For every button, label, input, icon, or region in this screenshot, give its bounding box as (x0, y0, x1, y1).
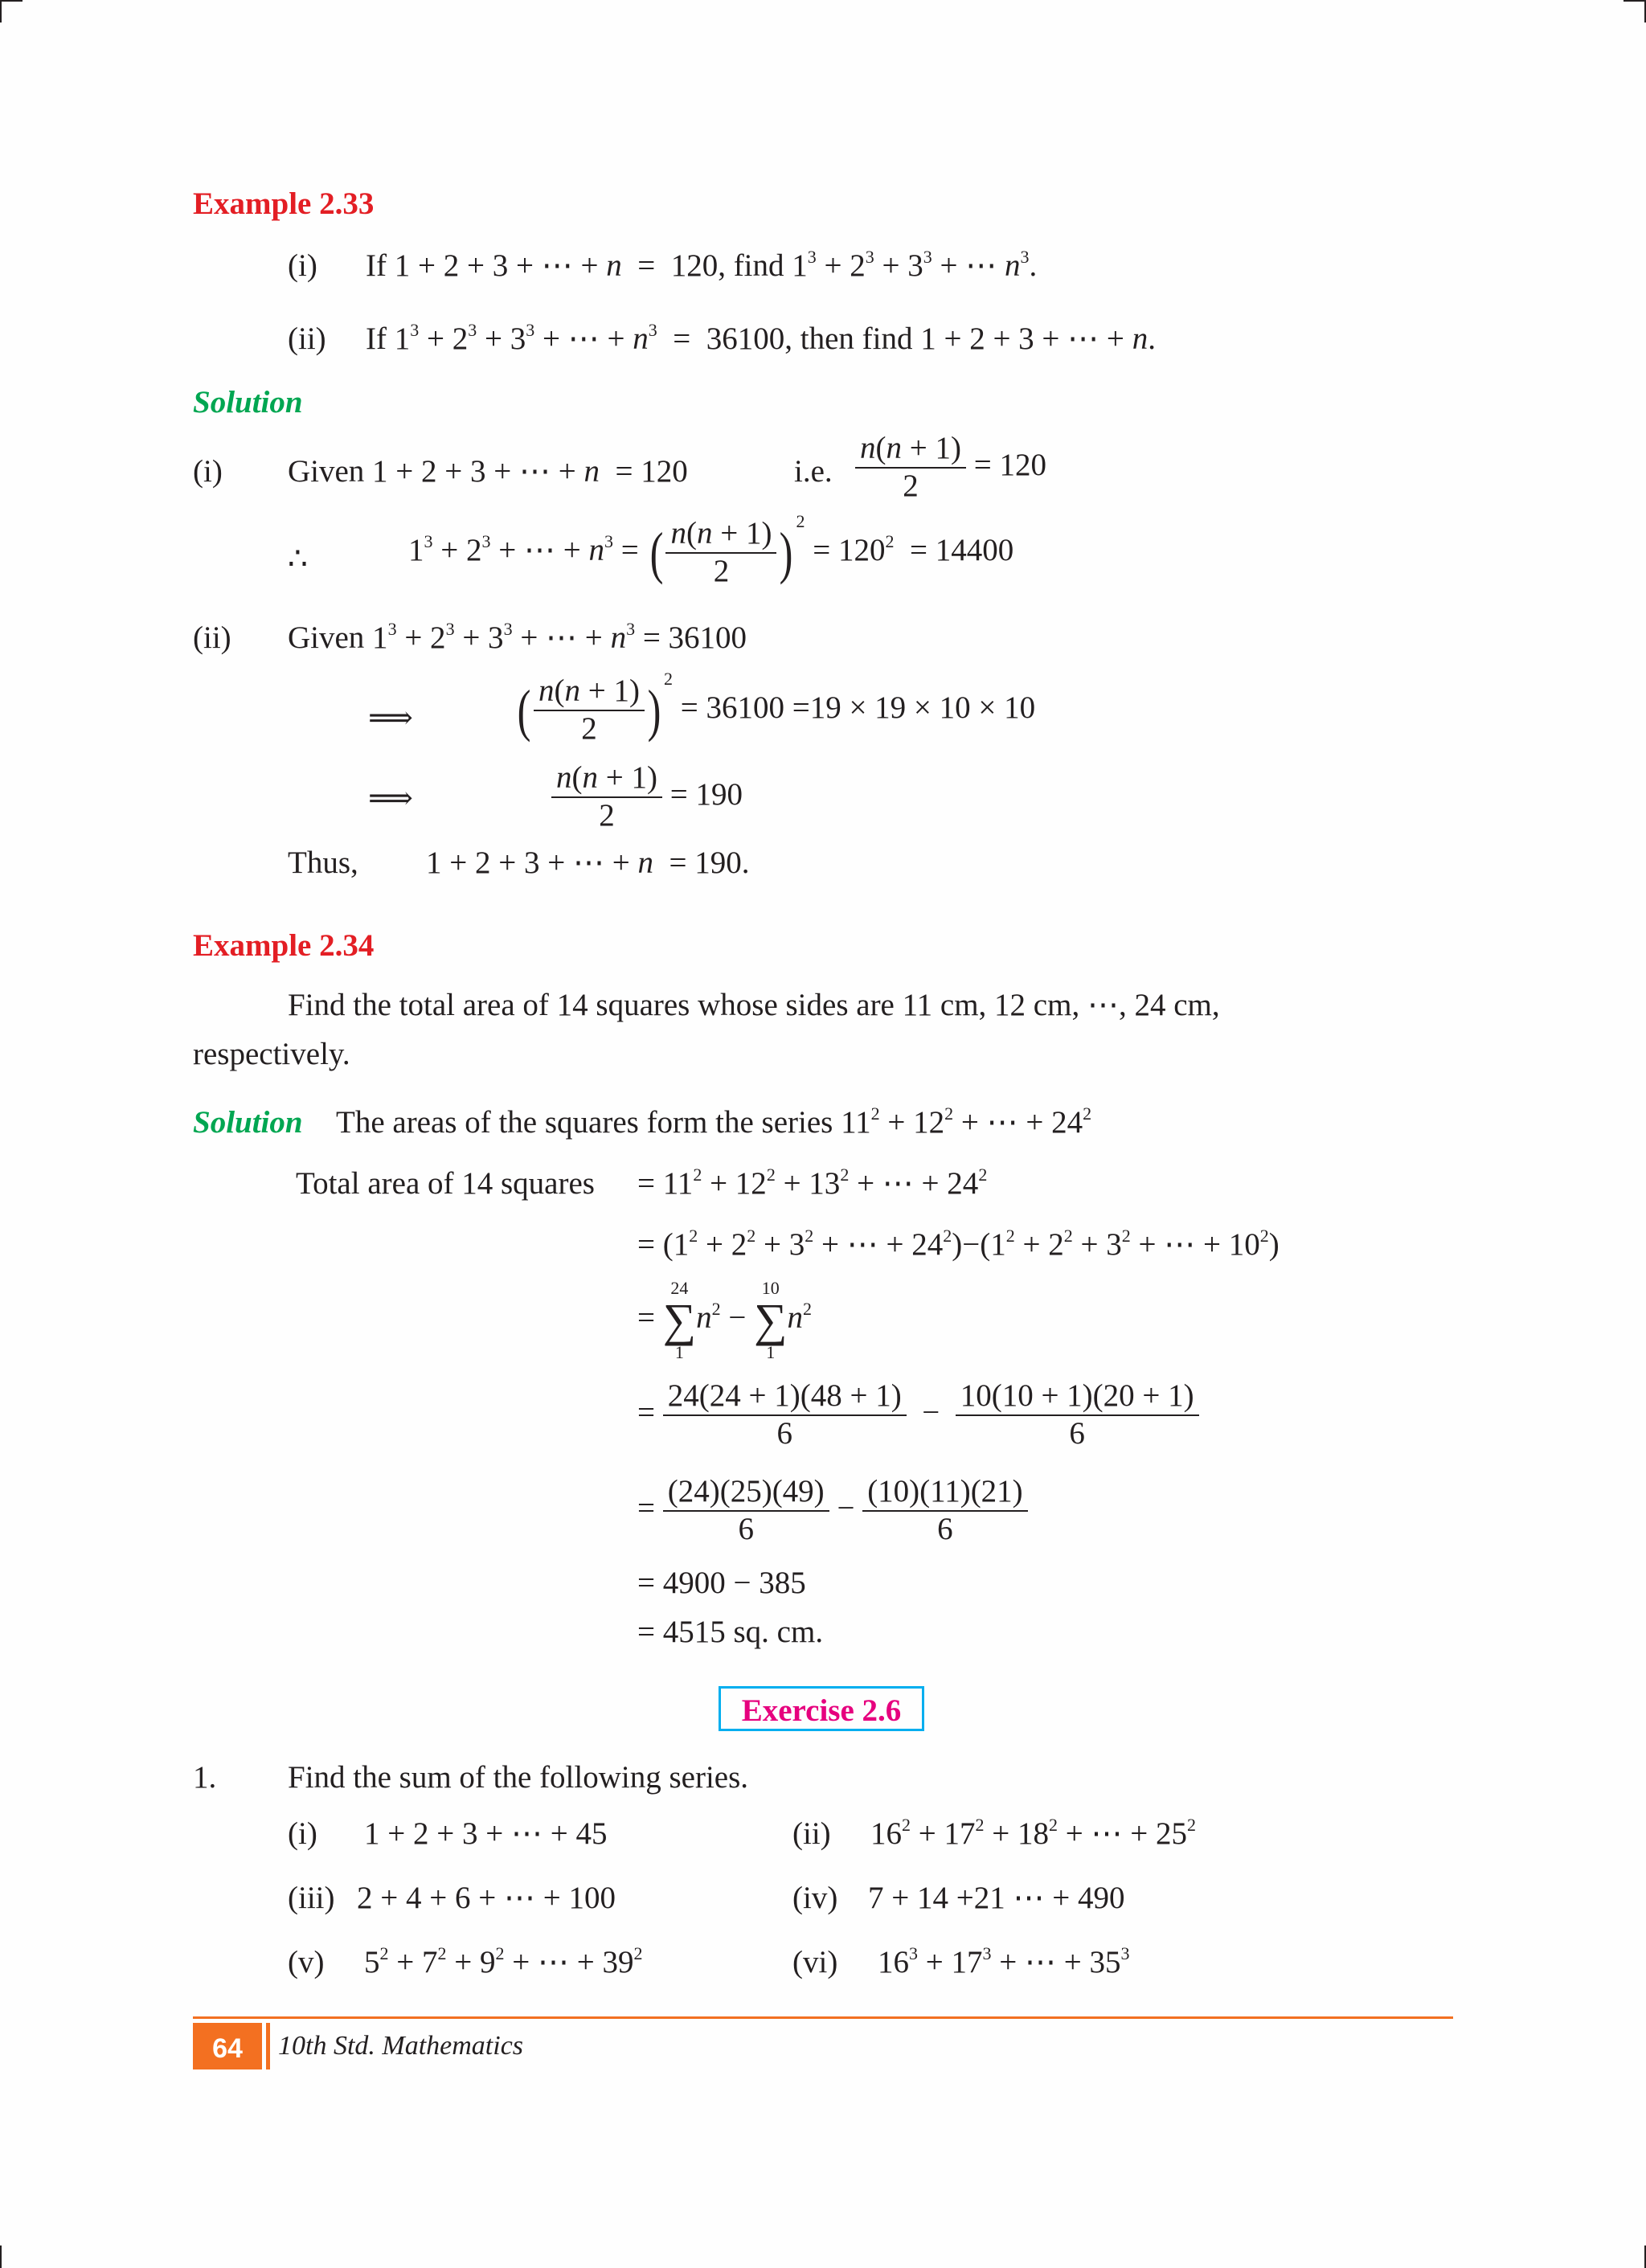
exercise-title: Exercise 2.6 (741, 1693, 902, 1728)
solution-i-label: (i) (193, 454, 223, 489)
page-number-bar (266, 2023, 270, 2069)
total-area-label: Total area of 14 squares (296, 1166, 595, 1201)
crop-mark-bottom-left (0, 2245, 2, 2268)
solution-i-ie: i.e. (794, 454, 833, 489)
exercise-item-ii: $16^2 + 17^2 + 18^2$ + ⋯ + $25^2$ (870, 1815, 1196, 1851)
solution-i-sum-of-cubes: $1^3 + 2^3$ + ⋯ + $n^3$ = ( $\frac{n(n + 1)}{2}$ ) $^2 = 120^2 = 14400$ (408, 511, 1014, 588)
exercise-item-v: $5^2 + 7^2 + 9^2$ + ⋯ + $39^2$ (364, 1943, 643, 1979)
exercise-item-iii-label: (iii) (288, 1881, 335, 1915)
book-title: 10th Std. Mathematics (278, 2031, 524, 2061)
exercise-item-iii: 2 + 4 + 6 + ⋯ + 100 (357, 1881, 616, 1915)
crop-mark-top-right (1623, 0, 1646, 2)
page-number: 64 (212, 2033, 243, 2064)
total-area-line-4: = $\frac{24(24 + 1)(48 + 1)}{6}$ − $\frac{10(10 + 1)(20 + 1)}{6}$ (637, 1378, 1199, 1452)
example-2-33-part-i-question: If 1 + 2 + 3 + ⋯ + n = 120, find $1^3 + 2^3 + 3^3$ + ⋯ $n^3$. (366, 247, 1038, 283)
exercise-item-vi-label: (vi) (792, 1945, 838, 1979)
example-2-34-text-1: Find the total area of 14 squares whose sides are 11 cm, 12 cm, ⋯, 24 cm, (288, 988, 1220, 1022)
example-2-33-title: Example 2.33 (193, 186, 375, 221)
total-area-line-6: = 4900 − 385 (637, 1566, 806, 1600)
crop-mark-top-left (0, 0, 23, 2)
exercise-item-iv: 7 + 14 +21 ⋯ + 490 (868, 1881, 1125, 1915)
solution-ii-step-2: $\frac{n(n + 1)}{2}$ = 190 (551, 760, 743, 834)
example-2-33-part-i-label: (i) (288, 248, 317, 283)
example-2-34-solution-text: The areas of the squares form the series $11^2 + 12^2$ + ⋯ + $24^2$ (336, 1103, 1092, 1140)
exercise-item-iv-label: (iv) (792, 1881, 838, 1915)
solution-ii-step-1: ( $\frac{n(n + 1)}{2}$ ) $^2$ = 36100 =19 × 19 × 10 × 10 (517, 669, 1036, 746)
solution-ii-label: (ii) (193, 620, 231, 655)
crop-mark-top-left-v (0, 0, 2, 23)
exercise-item-v-label: (v) (288, 1945, 325, 1979)
solution-text: The areas of the squares form the series (336, 1105, 833, 1140)
exercise-item-vi: $16^3 + 17^3$ + ⋯ + $35^3$ (878, 1943, 1130, 1979)
solution-ii-given: Given $1^3 + 2^3 + 3^3$ + ⋯ + $n^3 = 36100$ (288, 619, 747, 655)
total-area-line-2: = ($1^2 + 2^2 + 3^2$ + ⋯ + $24^2)-(1^2 + 2^2 + 3^2$ + ⋯ + $10^2$) (637, 1226, 1280, 1262)
total-area-line-1: = $11^2 + 12^2 + 13^2$ + ⋯ + $24^2$ (637, 1165, 988, 1201)
solution-label: Solution (193, 385, 303, 420)
example-2-33-part-ii-label: (ii) (288, 321, 326, 356)
total-area-line-5: = $\frac{(24)(25)(49)}{6}$ − $\frac{(10)(11)(21)}{6}$ (637, 1474, 1028, 1548)
exercise-item-i: 1 + 2 + 3 + ⋯ + 45 (364, 1816, 608, 1851)
example-2-34-solution-label: Solution (193, 1105, 303, 1140)
solution-ii-answer: 1 + 2 + 3 + ⋯ + n = 190. (426, 845, 750, 880)
exercise-item-ii-label: (ii) (792, 1816, 831, 1851)
total-area-line-7: = 4515 sq. cm. (637, 1615, 824, 1649)
solution-i-given: Given 1 + 2 + 3 + ⋯ + n = 120 (288, 454, 688, 489)
footer-rule (193, 2016, 1453, 2019)
total-area-line-3: = 24 ∑ 1 $n^2$ − 10 ∑ 1 $n^2$ (637, 1278, 812, 1362)
solution-ii-implies-1: ⟹ (368, 701, 413, 735)
exercise-q1-text: Find the sum of the following series. (288, 1760, 749, 1795)
solution-ii-thus: Thus, (288, 845, 358, 880)
solution-i-therefore: ∴ (288, 542, 308, 576)
solution-i-formula: $\frac{n(n + 1)}{2}$ = 120 (855, 431, 1046, 505)
solution-ii-implies-2: ⟹ (368, 781, 413, 816)
example-2-34-title: Example 2.34 (193, 928, 375, 963)
exercise-item-i-label: (i) (288, 1816, 317, 1851)
example-2-34-text-2: respectively. (193, 1037, 350, 1071)
exercise-q1-number: 1. (193, 1760, 217, 1795)
example-2-33-part-ii-question: If $1^3 + 2^3 + 3^3$ + ⋯ + $n^3 = 36100$, then find 1 + 2 + 3 + ⋯ + n. (366, 320, 1156, 356)
